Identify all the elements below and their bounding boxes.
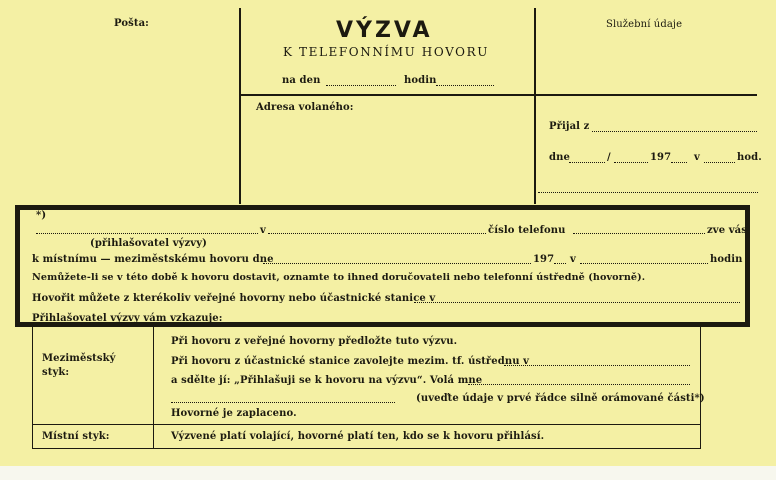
table-bottom-border [32,448,701,449]
hovorit-place-field[interactable] [414,302,740,303]
prijal-field[interactable] [592,131,757,132]
vola-mne-field[interactable] [468,384,690,385]
caller-v-label: v [260,225,266,236]
caller-place-field[interactable] [268,233,486,234]
cislo-telefonu-label: číslo telefonu [488,225,566,236]
mistni-styk-label: Místní styk: [42,431,110,442]
adresa-label: Adresa volaného: [256,102,354,113]
form-title: VÝZVA [336,18,433,43]
cislo-telefonu-field[interactable] [573,233,705,234]
sluzebni-udaje-label: Služební údaje [606,19,683,30]
ustredna-field[interactable] [504,365,690,366]
dne-day-field[interactable] [569,162,605,163]
caller-name-field[interactable] [36,233,258,234]
page-bottom-edge [0,466,776,480]
form-subtitle: K TELEFONNÍMU HOVORU [283,45,489,59]
dne-month-field[interactable] [614,162,648,163]
hovorit-label: Hovořit můžete z kterékoliv veřejné hovorny nebo účastnické stanice v [32,293,436,304]
hovor-hodin-label: hodin [710,254,743,265]
dne-label: dne [549,152,570,163]
hodin-field[interactable] [436,85,494,86]
vzkazuje-label: Přihlašovatel výzvy vám vzkazuje: [32,313,223,324]
na-den-label: na den [282,75,321,86]
table-column-divider [153,327,154,449]
na-den-field[interactable] [326,85,396,86]
posta-label: Pošta: [114,18,149,29]
date-slash: / [607,152,611,163]
year-prefix: 197 [650,152,672,163]
vzkazuje-field[interactable] [218,322,740,323]
table-row-divider [32,424,701,425]
divider-horizontal-header [241,94,757,96]
hovor-date-field[interactable] [263,263,531,264]
hovor-year-field[interactable] [554,263,566,264]
sluzebni-extra-field[interactable] [538,192,758,193]
prihlasovatel-vyzvy-label: (přihlašovatel výzvy) [90,238,207,249]
vola-mne-field-2[interactable] [171,402,395,403]
asterisk-marker: *) [36,210,47,221]
table-left-border [32,327,33,449]
hodin-label: hodin [404,75,437,86]
v-label: v [694,152,700,163]
time-field[interactable] [704,162,735,163]
hovorne-zaplaceno: Hovorné je zaplaceno. [171,408,297,419]
mezimestsky-note: (uveďte údaje v prvé řádce silně orámované části*) [416,393,705,404]
hod-label: hod. [737,152,762,163]
mezimestsky-label-line1: Meziměstský [42,353,116,364]
zve-vas-label: zve vás [707,225,747,236]
mezimestsky-line2: Při hovoru z účastnické stanice zavolejte mezim. tf. ústřednu v [171,356,530,367]
divider-vertical-left [239,8,241,204]
hovor-type-label: k místnímu — meziměstskému hovoru dne [32,254,274,265]
mistni-styk-text: Výzvené platí volající, hovorné platí ten, kdo se k hovoru přihlásí. [171,431,545,442]
mezimestsky-label-line2: styk: [42,367,70,378]
framed-section [15,205,750,327]
mezimestsky-line1: Při hovoru z veřejné hovorny předložte tuto výzvu. [171,336,458,347]
hovor-time-field[interactable] [580,263,708,264]
hovor-v-label: v [570,254,576,265]
nemuzete-notice: Nemůžete-li se v této době k hovoru dostavit, oznamte to ihned doručovateli nebo telefonní ústředně (hovorně). [32,272,646,283]
year-suffix-field[interactable] [671,162,687,163]
prijal-label: Přijal z [549,121,590,132]
mezimestsky-line3: a sdělte jí: „Přihlašuji se k hovoru na výzvu“. Volá mne [171,375,483,386]
divider-vertical-right [534,8,536,204]
hovor-year-prefix: 197 [533,254,555,265]
table-right-border [700,327,701,449]
